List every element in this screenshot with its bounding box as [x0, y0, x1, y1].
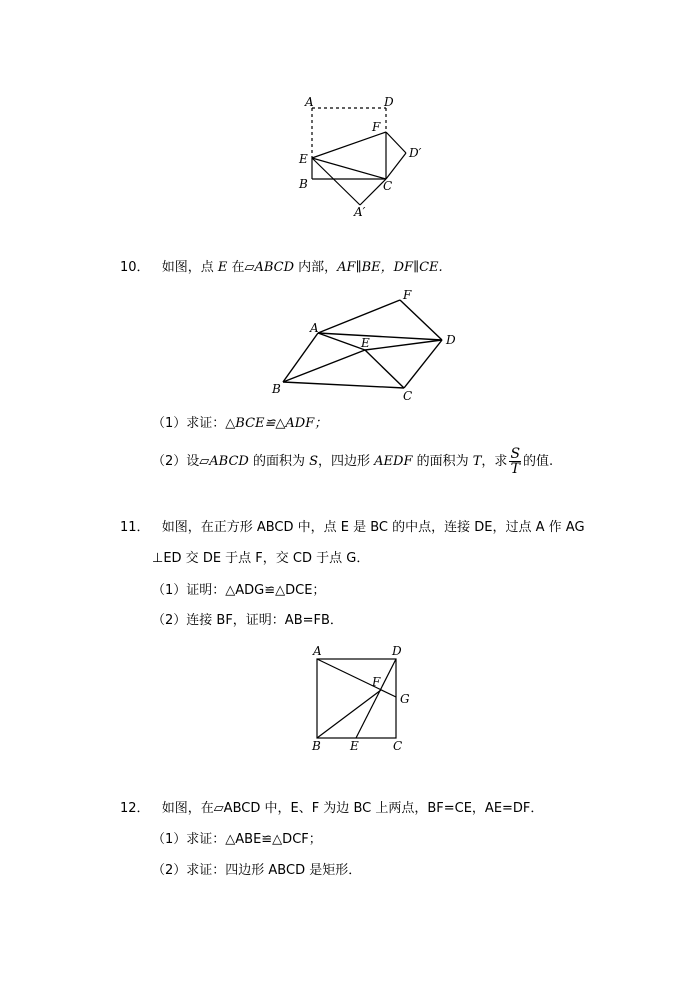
q10-part2-abcd: ABCD: [209, 454, 249, 469]
q10-point-E: E: [217, 260, 228, 275]
q11-part2-text: （2）连接 BF，证明：AB=FB．: [152, 613, 343, 628]
label-C: C: [403, 389, 413, 403]
parallelogram-symbol: ▱: [199, 454, 210, 469]
q10-part2-mid2: ，四边形: [318, 454, 375, 469]
q12-part2-text: （2）求证：四边形 ABCD 是矩形．: [152, 863, 362, 878]
segment-AG: [317, 659, 396, 697]
label-F: F: [372, 120, 381, 134]
q10-part2-mid1: 的面积为: [248, 454, 310, 469]
q11-text-line2: ⊥ED 交 DE 于点 F，交 CD 于点 G．: [152, 551, 370, 566]
segment-BF: [317, 690, 381, 738]
q12-part2: [152, 862, 361, 880]
fraction-numerator: S: [510, 446, 521, 462]
q10-part2-aedf: AEDF: [374, 454, 413, 469]
q10-part2-end: 的值.: [523, 454, 554, 469]
label-G: G: [400, 692, 410, 706]
q10-part2-mid4: ，求: [481, 454, 508, 469]
label-D: D: [446, 333, 456, 347]
fraction-denominator: T: [510, 461, 520, 477]
q12-number: 12．: [120, 801, 150, 816]
q11-text-line1: 如图，在正方形 ABCD 中，点 E 是 BC 的中点，连接 DE，过点 A 作 AG: [161, 520, 585, 535]
label-F: F: [403, 288, 412, 302]
label-E: E: [350, 739, 359, 753]
parallelogram-symbol: ▱: [244, 260, 255, 275]
q12-part1: [152, 831, 322, 849]
q10-abcd: ABCD: [254, 260, 295, 275]
q10-part2-T: T: [472, 454, 482, 469]
label-A: A: [310, 321, 319, 335]
label-A: A: [313, 644, 322, 658]
label-D: D: [384, 95, 394, 109]
q10-part2-label: （2）设: [152, 454, 200, 469]
label-E: E: [361, 336, 370, 350]
label-D: D: [392, 644, 402, 658]
label-F: F: [372, 675, 381, 689]
q10-text-b: 在: [227, 260, 245, 275]
q10-text-a: 如图，点: [161, 260, 218, 275]
q12-stem: [120, 800, 543, 818]
square-ABCD: [317, 659, 396, 738]
q10-part2-S: S: [309, 454, 319, 469]
q10-part2-mid3: 的面积为: [412, 454, 473, 469]
q10-condition: AF∥BE，DF∥CE.: [337, 260, 443, 275]
label-B: B: [299, 177, 308, 191]
q12-part1-text: （1）求证：△ABE≌△DCF；: [152, 832, 322, 847]
q10-number: 10．: [120, 260, 150, 275]
label-Dp: D′: [409, 146, 422, 160]
label-C: C: [393, 739, 403, 753]
segment-DE: [356, 659, 396, 738]
q10-part1-label: （1）求证：: [152, 416, 226, 431]
q12-text-line1: 如图，在▱ABCD 中，E、F 为边 BC 上两点，BF=CE，AE=DF．: [161, 801, 544, 816]
label-E: E: [299, 152, 308, 166]
label-B: B: [312, 739, 321, 753]
label-Ap: A′: [354, 205, 366, 219]
label-A: A: [305, 95, 314, 109]
q10-part1-expr: △BCE≌△ADF；: [225, 416, 328, 431]
q11-number: 11．: [120, 520, 150, 535]
label-B: B: [272, 382, 281, 396]
label-C: C: [383, 179, 393, 193]
q11-part1-text: （1）证明：△ADG≌△DCE；: [152, 583, 326, 598]
q10-text-d: 内部，: [294, 260, 338, 275]
